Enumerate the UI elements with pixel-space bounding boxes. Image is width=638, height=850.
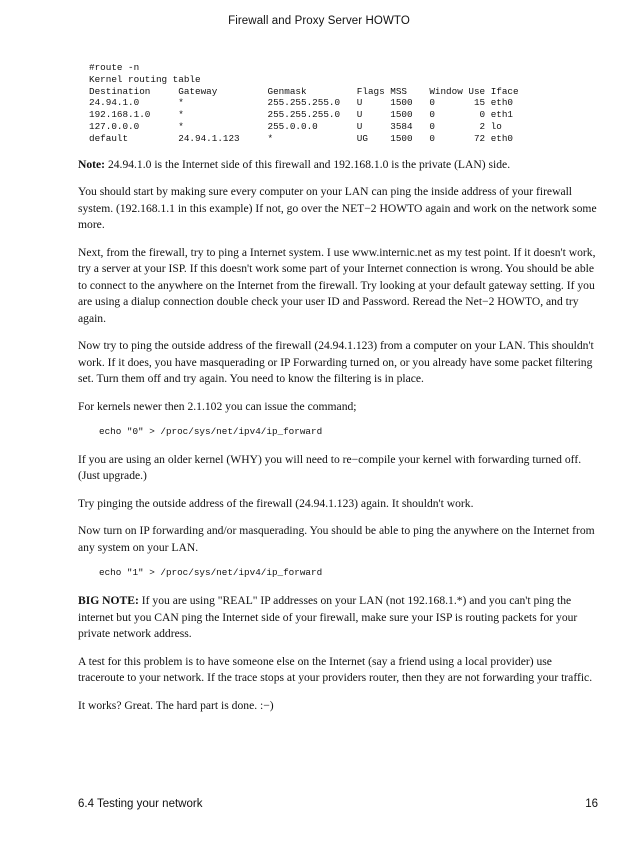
note-paragraph bbox=[78, 157, 598, 174]
footer-section-title: 6.4 Testing your network bbox=[78, 798, 203, 810]
paragraph-enable-forward: Now turn on IP forwarding and/or masquerading. You should be able to ping the anywhere on the Internet from any system on your LAN. bbox=[78, 524, 595, 554]
paragraph-older-kernel: If you are using an older kernel (WHY) you will need to re−compile your kernel with forwarding turned off. (Just upgrade.) bbox=[78, 452, 582, 483]
paragraph-ping-lan: You should start by making sure every computer on your LAN can ping the inside address of your firewall system. (192.168.1.1 in this example) If not, go over the NET−2 HOWTO again and work on the network some more. bbox=[78, 185, 597, 232]
big-note-paragraph bbox=[78, 593, 598, 643]
page-content bbox=[78, 62, 598, 725]
command-enable-forward: echo "1" > /proc/sys/net/ipv4/ip_forward bbox=[99, 567, 323, 579]
route-table-code: #route -n Kernel routing table Destination Gateway Genmask Flags MSS Window Use Iface 24.94.1.0 * 255.255.255.0 U 1500 0 15 eth0 192.168.1.0 * 255.255.255.0 U 1500 0 0 eth1 127.0.0.0 * 255.0.0.0 U 3584 0 2 lo default 24.94.1.123 * UG 1500 0 72 eth0 bbox=[89, 62, 519, 144]
big-note-text: If you are using "REAL" IP addresses on your LAN (not 192.168.1.*) and you can't ping the internet but you CAN ping the Internet side of your firewall, make sure your ISP is routing packets for your private network address. bbox=[78, 594, 578, 641]
paragraph-ping-outside: Now try to ping the outside address of the firewall (24.94.1.123) from a computer on your LAN. This shouldn't work. If it does, you have masquerading or IP Forwarding turned on, or you already have some packet filtering set. Turn them off and try again. You need to know the filtering is in place. bbox=[78, 339, 594, 386]
footer-page-number: 16 bbox=[585, 798, 598, 810]
paragraph-ping-again: Try pinging the outside address of the firewall (24.94.1.123) again. It shouldn't work. bbox=[78, 496, 474, 510]
paragraph-it-works: It works? Great. The hard part is done. :−) bbox=[78, 698, 274, 712]
command-disable-forward: echo "0" > /proc/sys/net/ipv4/ip_forward bbox=[99, 426, 323, 438]
big-note-label: BIG NOTE: bbox=[78, 594, 139, 608]
paragraph-ping-internet: Next, from the firewall, try to ping a Internet system. I use www.internic.net as my test point. If it doesn't work, try a server at your ISP. If this doesn't work some part of your Internet connection is wrong. You should be able to connect to the anywhere on the Internet from the firewall. Try looking at your default gateway setting. If you are using a dialup connection double check your user ID and Password. Reread the Net−2 HOWTO, and try again. bbox=[78, 245, 596, 325]
page-header: Firewall and Proxy Server HOWTO bbox=[228, 15, 410, 27]
note-label: Note: bbox=[78, 157, 106, 171]
paragraph-traceroute-test: A test for this problem is to have someone else on the Internet (say a friend using a local provider) use traceroute to your network. If the trace stops at your providers router, then they are not forwarding your traffic. bbox=[78, 654, 593, 685]
note-text: 24.94.1.0 is the Internet side of this firewall and 192.168.1.0 is the private (LAN) side. bbox=[105, 157, 511, 171]
paragraph-kernel-command: For kernels newer then 2.1.102 you can issue the command; bbox=[78, 399, 357, 413]
